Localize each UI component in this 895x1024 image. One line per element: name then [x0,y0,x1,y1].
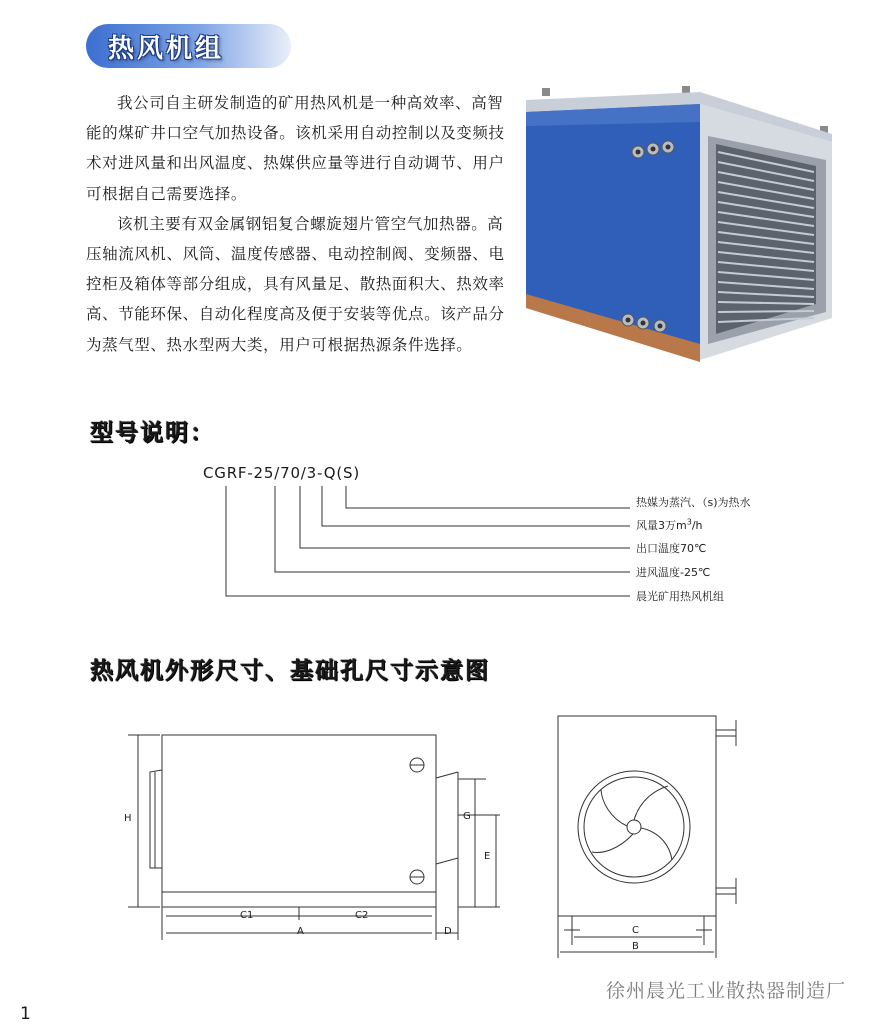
model-code: CGRF-25/70/3-Q(S) [203,464,360,482]
legend-inlet-temp: 进风温度-25℃ [636,566,711,579]
dim-label-h: H [124,813,132,824]
dim-label-g: G [463,811,471,822]
dim-label-a: A [297,926,304,937]
legend-airflow-text: 风量3万m [636,519,687,532]
dim-label-b: B [632,941,639,952]
dim-label-c1: C1 [240,910,254,921]
intro-text [86,88,516,360]
legend-airflow [636,517,703,533]
dim-label-c2: C2 [355,910,369,921]
product-photo [520,82,840,372]
legend-product: 晨光矿用热风机组 [636,590,724,603]
dim-label-e: E [484,851,491,862]
legend-medium: 热媒为蒸汽、（s)为热水 [636,496,751,509]
intro-paragraph-1: 我公司自主研发制造的矿用热风机是一种高效率、高智能的煤矿井口空气加热设备。该机采用自动控制以及变频技术对进风量和出风温度、热媒供应量等进行自动调节、用户可根据自己需要选择。 [86,94,505,203]
intro-paragraph-2: 该机主要有双金属钢铝复合螺旋翅片管空气加热器。高压轴流风机、风筒、温度传感器、电动控制阀、变频器、电控柜及箱体等部分组成，具有风量足、散热面积大、热效率高、节能环保、自动化程度高及便于安装等优点。该产品分为蒸气型、热水型两大类，用户可根据热源条件选择。 [86,214,505,354]
page-title: 热风机组 [108,34,225,64]
diagram-heading: 热风机外形尺寸、基础孔尺寸示意图 [90,658,490,684]
company-footer: 徐州晨光工业散热器制造厂 [606,980,847,1002]
legend-outlet-temp: 出口温度70℃ [636,542,707,555]
dim-label-d: D [444,926,452,937]
legend-airflow-sup: 3 [686,517,692,527]
page-number: 1 [20,1004,31,1024]
legend-airflow-unit: /h [691,519,703,532]
dim-label-c: C [632,925,639,936]
model-heading: 型号说明： [90,420,215,446]
